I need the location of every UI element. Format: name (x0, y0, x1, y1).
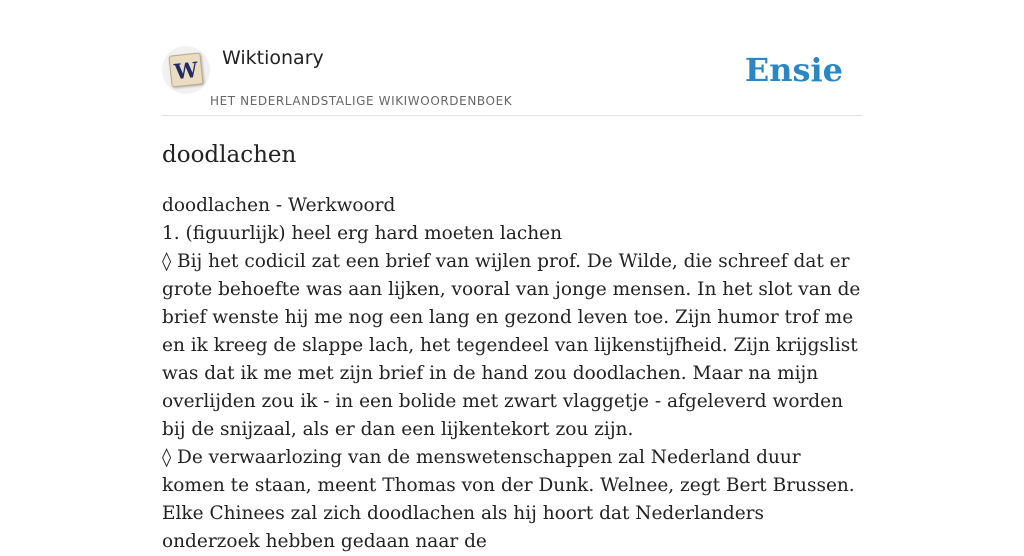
page-container (162, 0, 862, 552)
example-sentence: ◊ Bij het codicil zat een brief van wijlen prof. De Wilde, die schreef dat er grote behoefte was aan lijken, vooral van jonge mensen. In het slot van de brief wenste hij me nog een lang en gezond leven toe. Zijn humor trof me en ik kreeg de slappe lach, het tegendeel van lijkenstijfheid. Zijn krijgslist was dat ik me met zijn brief in de hand zou doodlachen. Maar na mijn overlijden zou ik - in een bolide met zwart vlaggetje - afgeleverd worden bij de snijzaal, als er dan een lijkentekort zou zijn. (162, 251, 861, 440)
example-sentence: ◊ De verwaarlozing van de menswetenschappen zal Nederland duur komen te staan, meent Thomas von der Dunk. Welnee, zegt Bert Brussen. Elke Chinees zal zich doodlachen als hij hoort dat Nederlanders onderzoek hebben gedaan naar de (162, 447, 855, 552)
site-header (162, 0, 862, 116)
page-title: doodlachen (162, 142, 297, 168)
entry-content (162, 192, 862, 556)
wiktionary-logo[interactable] (162, 46, 210, 94)
site-tagline: HET NEDERLANDSTALIGE WIKIWOORDENBOEK (210, 94, 513, 108)
entry-definition: 1. (figuurlijk) heel erg hard moeten lachen (162, 223, 563, 244)
site-name[interactable]: Wiktionary (222, 47, 324, 69)
ensie-brand-link[interactable]: Ensie (744, 51, 843, 89)
entry-heading: doodlachen - Werkwoord (162, 195, 396, 216)
wiktionary-logo-icon: W (168, 52, 203, 87)
